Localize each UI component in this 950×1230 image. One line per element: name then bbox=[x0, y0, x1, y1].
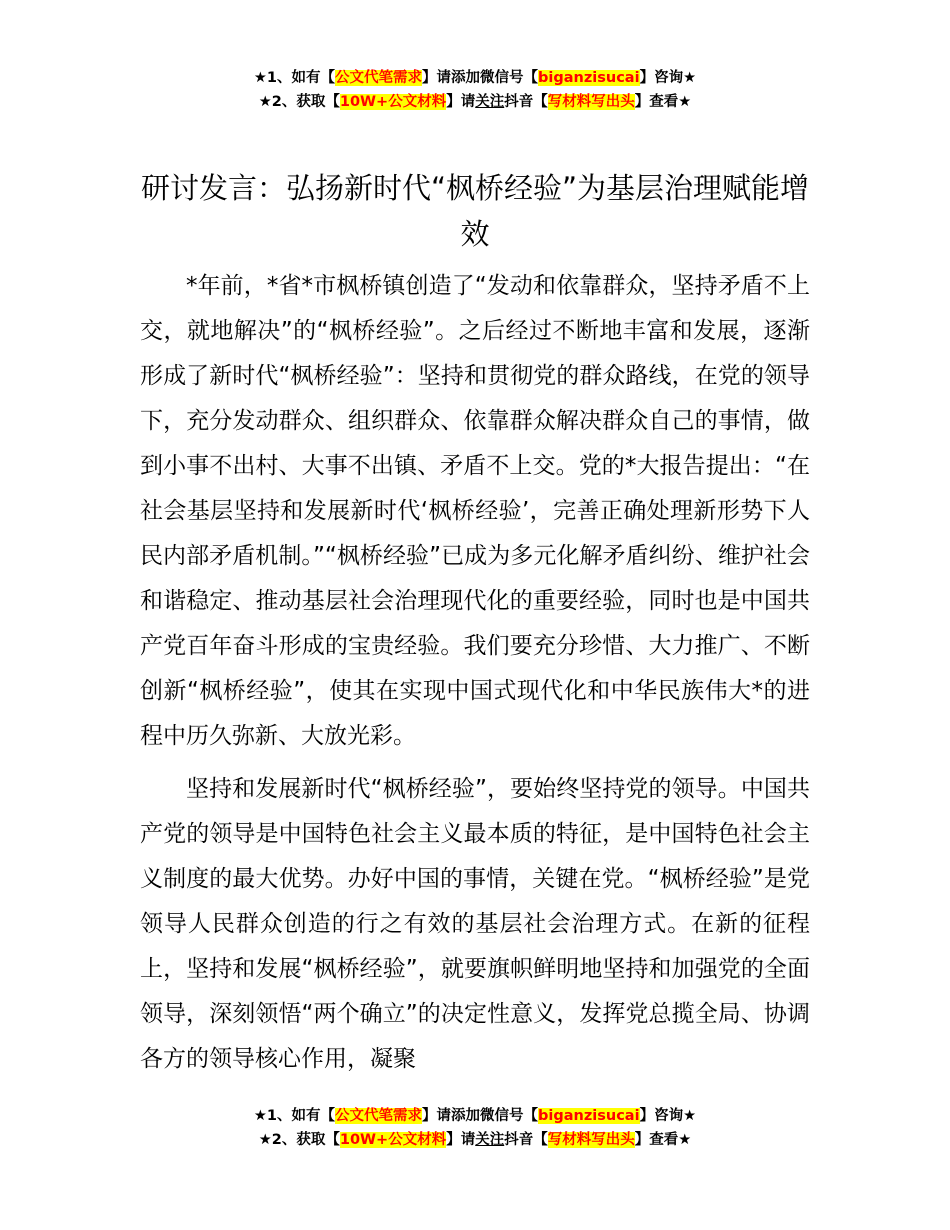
banner-line-1-highlight-service: 公文代笔需求 bbox=[335, 70, 423, 86]
footer-line-1 bbox=[0, 1104, 950, 1128]
banner-line-2-underline-word: 关注 bbox=[475, 94, 505, 110]
banner-line-1-bold-word: 添加 bbox=[451, 70, 481, 86]
footer-line-1-highlight-wechat: biganzisucai bbox=[538, 1108, 640, 1124]
footer-line-1-highlight-service: 公文代笔需求 bbox=[335, 1108, 423, 1124]
header-banner bbox=[0, 66, 950, 114]
body-paragraph-2: 坚持和发展新时代“枫桥经验”，要始终坚持党的领导。中国共产党的领导是中国特色社会主义最本质的特征，是中国特色社会主义制度的最大优势。办好中国的事情，关键在党。“枫桥经验”是党领导人民群众创造的行之有效的基层社会治理方式。在新的征程上，坚持和发展“枫桥经验”，就要旗帜鲜明地坚持和加强党的全面领导，深刻领悟“两个确立”的决定性意义，发挥党总揽全局、协调各方的领导核心作用，凝聚 bbox=[140, 776, 810, 1072]
banner-line-2 bbox=[0, 90, 950, 114]
banner-line-1 bbox=[0, 66, 950, 90]
footer-line-2-underline-word: 关注 bbox=[475, 1132, 505, 1148]
footer-banner bbox=[0, 1104, 950, 1152]
banner-line-1-prefix: ★1、如有【 bbox=[253, 70, 336, 86]
footer-line-1-prefix: ★1、如有【 bbox=[253, 1108, 336, 1124]
footer-line-2-middle-2: 抖音【 bbox=[504, 1132, 548, 1148]
footer-line-2-highlight-materials: 10W+公文材料 bbox=[339, 1132, 447, 1148]
footer-line-2-highlight-douyin: 写材料写出头 bbox=[547, 1132, 635, 1148]
banner-line-2-middle-2: 抖音【 bbox=[504, 94, 548, 110]
footer-line-1-middle-2: 微信号【 bbox=[480, 1108, 539, 1124]
banner-line-1-middle-2: 微信号【 bbox=[480, 70, 539, 86]
document-title: 研讨发言：弘扬新时代“枫桥经验”为基层治理赋能增效 bbox=[140, 171, 810, 251]
document-body bbox=[140, 264, 810, 1090]
footer-line-2-prefix: ★2、获取【 bbox=[258, 1132, 340, 1148]
footer-line-2 bbox=[0, 1128, 950, 1152]
banner-line-1-middle-1: 】请 bbox=[422, 70, 452, 86]
banner-line-1-highlight-wechat: biganzisucai bbox=[538, 70, 640, 86]
banner-line-1-suffix: 】咨询★ bbox=[639, 70, 697, 86]
banner-line-2-middle-1: 】请 bbox=[446, 94, 476, 110]
body-paragraph-1: *年前，*省*市枫桥镇创造了“发动和依靠群众，坚持矛盾不上交，就地解决”的“枫桥经验”。之后经过不断地丰富和发展，逐渐形成了新时代“枫桥经验”：坚持和贯彻党的群众路线，在党的领导下，充分发动群众、组织群众、依靠群众解决群众自己的事情，做到小事不出村、大事不出镇、矛盾不上交。党的*大报告提出：“在社会基层坚持和发展新时代‘枫桥经验’，完善正确处理新形势下人民内部矛盾机制。”“枫桥经验”已成为多元化解矛盾纠纷、维护社会和谐稳定、推动基层社会治理现代化的重要经验，同时也是中国共产党百年奋斗形成的宝贵经验。我们要充分珍惜、大力推广、不断创新“枫桥经验”，使其在实现中国式现代化和中华民族伟大*的进程中历久弥新、大放光彩。 bbox=[140, 273, 810, 749]
banner-line-2-suffix: 】查看★ bbox=[634, 94, 692, 110]
footer-line-2-middle-1: 】请 bbox=[446, 1132, 476, 1148]
footer-line-1-bold-word: 添加 bbox=[451, 1108, 481, 1124]
footer-line-1-middle-1: 】请 bbox=[422, 1108, 452, 1124]
banner-line-2-prefix: ★2、获取【 bbox=[258, 94, 340, 110]
banner-line-2-highlight-douyin: 写材料写出头 bbox=[547, 94, 635, 110]
footer-line-2-suffix: 】查看★ bbox=[634, 1132, 692, 1148]
footer-line-1-suffix: 】咨询★ bbox=[639, 1108, 697, 1124]
banner-line-2-highlight-materials: 10W+公文材料 bbox=[339, 94, 447, 110]
